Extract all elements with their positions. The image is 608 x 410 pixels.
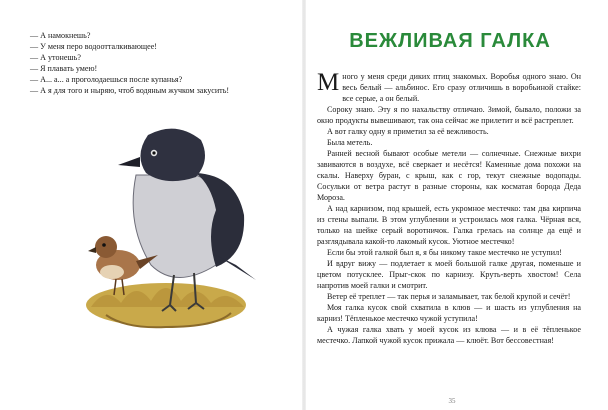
paragraph: А вот галку одну я приметил за её вежливость. [327, 127, 489, 136]
page-number: 35 [448, 397, 456, 405]
drop-cap: М [317, 69, 340, 96]
paragraph: А над карнизом, под крышей, есть укромное местечко: там два кирпича из стены выпали. В этом углублении и устроилась моя галка. Чёрная вся, только на шейке серый воротничок. Галка грелась на солнце да ещё и разглядывала какой-то лакомый кусок. Уютное местечко! [317, 204, 581, 246]
paragraph: Если бы этой галкой был я, я бы никому такое местечко не уступил! [327, 248, 562, 257]
crow-illustration [66, 115, 266, 345]
first-paragraph [317, 71, 581, 104]
paragraph: Ветер её треплет — так перья и заламывает, так белой крупой и сечёт! [327, 292, 571, 301]
dialogue-line: — А я для того и ныряю, чтоб водяным жучком закусить! [30, 86, 230, 95]
story-text [317, 71, 581, 346]
crow [118, 129, 256, 311]
dialogue-line: — У меня перо водоотталкивающее! [30, 42, 157, 51]
paragraph: Ранней весной бывают особые метели — солнечные. Снежные вихри завиваются в воздухе, всё сверкает и несётся! Каменные дома похожи на скалы. Наверху буран, с крыш, как с гор, текут снежные водопады. Сосульки от ветра растут в разные стороны, как косматая борода Деда Мороза. [317, 149, 581, 202]
dialogue-line: — А утонешь? [30, 53, 81, 62]
paragraph: Сороку знаю. Эту я по нахальству отличаю. Зимой, бывало, положи за окно продукты вывешивают, так она сейчас же прилетит и всё растреплет. [317, 105, 581, 125]
dialogue-block [30, 30, 292, 96]
paragraph: Была метель. [327, 138, 373, 147]
paragraph: А чужая галка хвать у моей кусок из клюва — и в её тёпленькое местечко. Лапкой чужой кусок прижала — клюёт. Вот бессовестная! [317, 325, 581, 345]
dialogue-line: — Я плавать умею! [30, 64, 98, 73]
paragraph: Моя галка кусок свой схватила в клюв — и шасть из углубления на карниз! Тёпленькое местечко чужой уступила! [317, 303, 581, 323]
paragraph-text: ного у меня среди диких птиц знакомых. Воробья одного знаю. Он весь белый — альбинос. Его сразу отличишь в воробьиной стайке: все серые, а он белый. [342, 72, 581, 103]
paragraph: И вдруг вижу — подлетает к моей большой галке другая, поменьше и цветом потусклее. Прыг-скок по карнизу. Круть-верть хвостом! Села напротив моей галки и смотрит. [317, 259, 581, 290]
story-title: ВЕЖЛИВАЯ ГАЛКА [349, 30, 551, 52]
dialogue-line: — А намокнешь? [30, 31, 91, 40]
dialogue-line: — А... а... а проголодаешься после купанья? [30, 75, 183, 84]
